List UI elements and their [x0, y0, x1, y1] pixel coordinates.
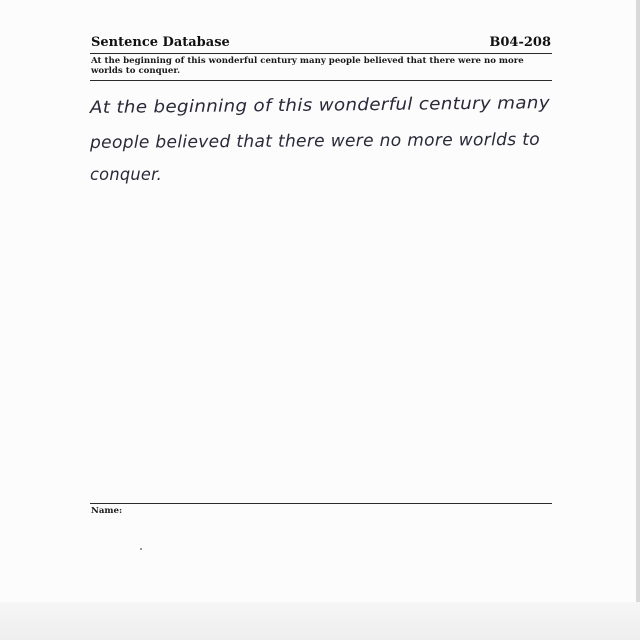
- form-id: B04-208: [489, 35, 551, 50]
- scan-edge-bottom: [0, 602, 640, 640]
- name-label: Name:: [91, 506, 123, 516]
- form-title: Sentence Database: [91, 35, 230, 50]
- name-rule: [90, 503, 552, 504]
- scan-speck: [140, 548, 142, 550]
- printed-sentence: At the beginning of this wonderful century many people believed that there were no more worlds to conquer.: [91, 56, 524, 76]
- scan-edge-right: [636, 0, 640, 640]
- handwritten-line-2: people believed that there were no more worlds to: [89, 129, 539, 153]
- handwritten-line-1: At the beginning of this wonderful century many: [89, 93, 518, 118]
- handwritten-line-3: conquer.: [90, 165, 162, 185]
